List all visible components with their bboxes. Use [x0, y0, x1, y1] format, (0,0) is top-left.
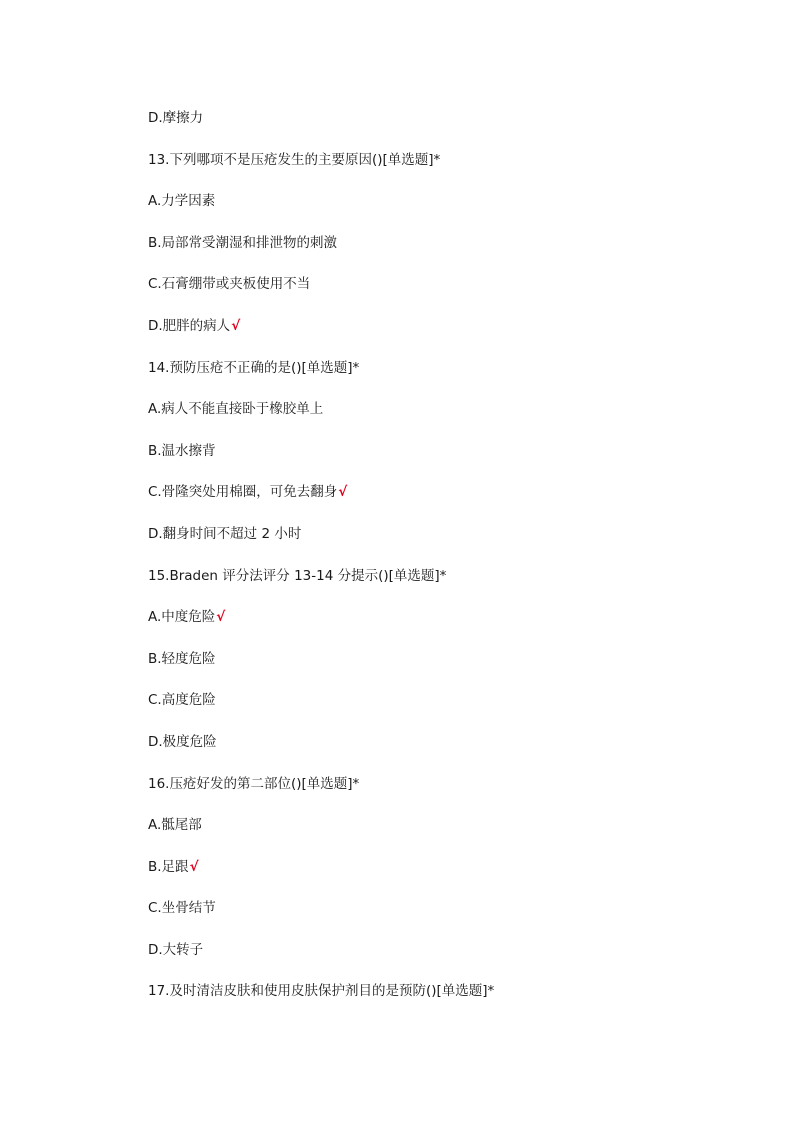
option-line: [148, 522, 748, 564]
line-text: C.高度危险: [148, 692, 216, 709]
line-text: 14.预防压疮不正确的是()[单选题]*: [148, 359, 360, 376]
question-line: [148, 148, 748, 190]
option-line: [148, 106, 748, 148]
line-text: D.大转子: [148, 941, 204, 958]
correct-mark-icon: √: [338, 484, 348, 501]
line-text: B.局部常受潮湿和排泄物的刺激: [148, 234, 338, 251]
document-page: [148, 106, 748, 1021]
line-text: A.病人不能直接卧于橡胶单上: [148, 401, 324, 418]
line-text: D.肥胖的病人: [148, 317, 231, 334]
line-text: 16.压疮好发的第二部位()[单选题]*: [148, 775, 360, 792]
question-line: [148, 979, 748, 1021]
option-line: [148, 813, 748, 855]
option-line: [148, 647, 748, 689]
line-text: 13.下列哪项不是压疮发生的主要原因()[单选题]*: [148, 151, 441, 168]
line-text: C.骨隆突处用棉圈，可免去翻身: [148, 484, 338, 501]
option-line: [148, 605, 748, 647]
option-line: [148, 855, 748, 897]
line-text: 17.及时清洁皮肤和使用皮肤保护剂目的是预防()[单选题]*: [148, 983, 495, 1000]
option-line: [148, 231, 748, 273]
option-line: [148, 730, 748, 772]
option-line: [148, 272, 748, 314]
question-line: [148, 356, 748, 398]
line-text: C.石膏绷带或夹板使用不当: [148, 276, 311, 293]
option-line: [148, 189, 748, 231]
line-text: B.温水擦背: [148, 442, 216, 459]
option-line: [148, 938, 748, 980]
correct-mark-icon: √: [189, 858, 199, 875]
line-text: B.轻度危险: [148, 650, 216, 667]
question-line: [148, 772, 748, 814]
line-text: A.中度危险: [148, 609, 216, 626]
option-line: [148, 439, 748, 481]
line-text: B.足跟: [148, 858, 189, 875]
line-text: D.翻身时间不超过 2 小时: [148, 525, 302, 542]
line-text: D.极度危险: [148, 733, 217, 750]
question-line: [148, 564, 748, 606]
line-text: 15.Braden 评分法评分 13-14 分提示()[单选题]*: [148, 567, 447, 584]
option-line: [148, 688, 748, 730]
line-text: C.坐骨结节: [148, 900, 216, 917]
correct-mark-icon: √: [216, 609, 226, 626]
correct-mark-icon: √: [231, 317, 241, 334]
line-text: A.骶尾部: [148, 817, 202, 834]
line-text: D.摩擦力: [148, 110, 204, 126]
option-line: [148, 397, 748, 439]
option-line: [148, 314, 748, 356]
option-line: [148, 896, 748, 938]
option-line: [148, 480, 748, 522]
line-text: A.力学因素: [148, 193, 216, 210]
